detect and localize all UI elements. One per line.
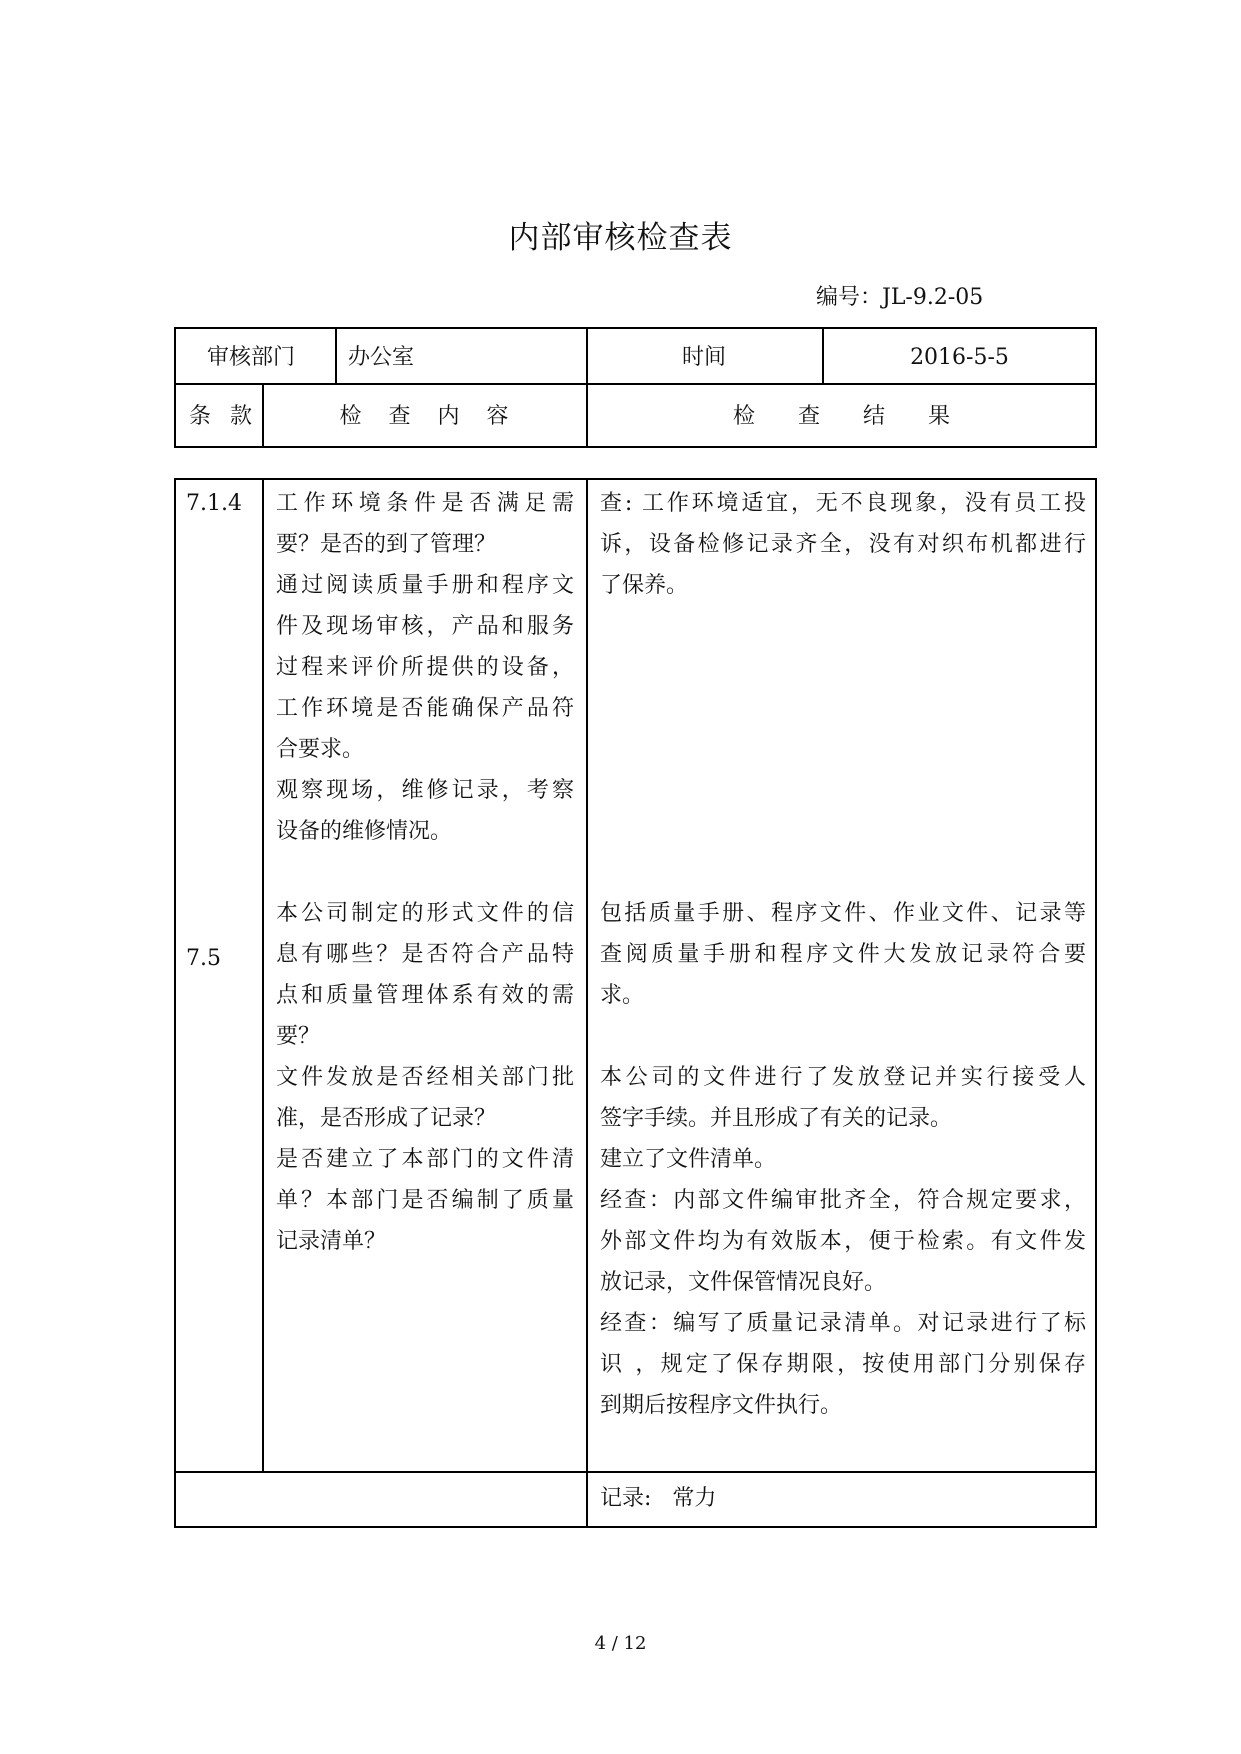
result-line: 包括质量手册、程序文件、作业文件、记录等 <box>600 901 1086 926</box>
document-number: 编号：JL-9.2-05 <box>816 285 984 310</box>
header-divider-dept <box>335 327 337 384</box>
check-content-block <box>276 893 574 1262</box>
result-line: 经查：内部文件编审批齐全，符合规定要求， <box>600 1188 1086 1213</box>
content-line: 本公司制定的形式文件的信 <box>276 901 574 926</box>
page-number: 4 / 12 <box>594 1633 647 1654</box>
content-line: 是否建立了本部门的文件清 <box>276 1147 574 1172</box>
result-line: 签字手续。并且形成了有关的记录。 <box>600 1106 953 1131</box>
content-line: 通过阅读质量手册和程序文 <box>276 573 574 598</box>
clause-number: 7.5 <box>186 946 221 971</box>
result-line: 外部文件均为有效版本，便于检索。有文件发 <box>600 1229 1086 1254</box>
result-line <box>600 1016 1086 1057</box>
content-line: 准，是否形成了记录？ <box>276 1106 497 1131</box>
check-result-block <box>600 483 1086 606</box>
recorder-signature: 记录: 常力 <box>600 1486 717 1511</box>
result-line: 求。 <box>600 983 645 1008</box>
check-result-block <box>600 893 1086 1426</box>
content-line: 单？本部门是否编制了质量 <box>276 1188 574 1213</box>
content-line: 观察现场，维修记录，考察 <box>276 778 574 803</box>
result-line: 本公司的文件进行了发放登记并实行接受人 <box>600 1065 1086 1090</box>
body-divider-clause <box>262 478 264 1472</box>
content-line: 要？ <box>276 1024 321 1049</box>
result-line: 查: 工作环境适宜，无不良现象，没有员工投 <box>600 491 1086 516</box>
header-row-divider <box>174 383 1097 385</box>
content-line: 合要求。 <box>276 737 365 762</box>
content-line: 设备的维修情况。 <box>276 819 453 844</box>
content-line: 工作环境条件是否满足需 <box>276 491 574 516</box>
content-line: 息有哪些？是否符合产品特 <box>276 942 574 967</box>
result-line: 识 ，规定了保存期限，按使用部门分别保存 <box>600 1352 1086 1377</box>
result-line: 查阅质量手册和程序文件大发放记录符合要 <box>600 942 1086 967</box>
result-line: 到期后按程序文件执行。 <box>600 1393 843 1418</box>
column-header-content: 检 查 内 容 <box>339 404 509 429</box>
body-divider-center <box>586 478 588 1528</box>
content-line: 件及现场审核，产品和服务 <box>276 614 574 639</box>
result-line: 诉，设备检修记录齐全，没有对织布机都进行 <box>600 532 1086 557</box>
column-header-clause: 条 款 <box>189 404 252 429</box>
content-line: 过程来评价所提供的设备， <box>276 655 574 680</box>
content-line: 要？是否的到了管理？ <box>276 532 497 557</box>
time-label: 时间 <box>681 345 726 370</box>
content-line: 工作环境是否能确保产品符 <box>276 696 574 721</box>
dept-value: 办公室 <box>348 345 415 370</box>
check-content-block <box>276 483 574 852</box>
result-line: 建立了文件清单。 <box>600 1147 777 1172</box>
content-line: 记录清单？ <box>276 1229 387 1254</box>
result-line: 经查：编写了质量记录清单。对记录进行了标 <box>600 1311 1086 1336</box>
column-header-result: 检 查 结 果 <box>733 404 950 429</box>
content-line: 文件发放是否经相关部门批 <box>276 1065 574 1090</box>
content-line: 点和质量管理体系有效的需 <box>276 983 574 1008</box>
time-value: 2016-5-5 <box>910 345 1009 370</box>
body-footer-divider <box>174 1471 1097 1473</box>
dept-label: 审核部门 <box>207 345 296 370</box>
document-title: 内部审核检查表 <box>508 220 733 256</box>
result-line: 放记录，文件保管情况良好。 <box>600 1270 887 1295</box>
result-line: 了保养。 <box>600 573 689 598</box>
clause-number: 7.1.4 <box>186 491 242 516</box>
